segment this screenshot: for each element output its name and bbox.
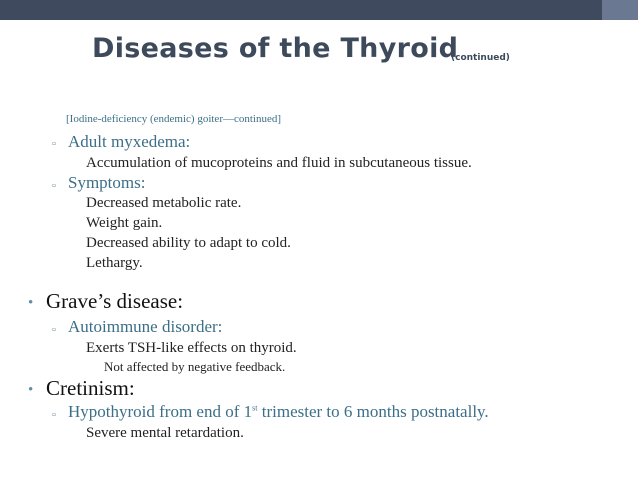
top-bar [0, 0, 638, 20]
adult-myxedema-heading: Adult myxedema: [68, 132, 191, 151]
graves-heading: Grave’s disease: [46, 289, 184, 313]
level2-bullet: ▫ [52, 180, 56, 192]
level2-bullet: ▫ [52, 324, 56, 336]
context-note: [Iodine-deficiency (endemic) goiter—continued] [66, 113, 282, 125]
cretinism-sub-heading-pre: Hypothyroid from end of 1 [68, 402, 253, 421]
graves-sub-heading: Autoimmune disorder: [68, 317, 223, 336]
level2-bullet: ▫ [52, 409, 56, 421]
cretinism-point: Severe mental retardation. [86, 425, 244, 441]
slide-subtitle: (continued) [451, 53, 510, 63]
cretinism-sub-heading [68, 402, 489, 422]
adult-myxedema-point: Accumulation of mucoproteins and fluid in subcutaneous tissue. [86, 155, 472, 171]
cretinism-sub-heading-sup: st [252, 403, 258, 413]
symptoms-heading: Symptoms: [68, 173, 146, 192]
level1-bullet: • [28, 382, 34, 398]
cretinism-sub-heading-post: trimester to 6 months postnatally. [257, 402, 489, 421]
level1-bullet: • [28, 295, 34, 311]
symptom-item: Decreased metabolic rate. [86, 195, 242, 211]
symptom-item: Lethargy. [86, 255, 143, 271]
level2-bullet: ▫ [52, 138, 56, 150]
top-bar-accent [602, 0, 638, 20]
symptom-item: Decreased ability to adapt to cold. [86, 235, 291, 251]
cretinism-heading: Cretinism: [46, 376, 135, 400]
graves-sub-point: Not affected by negative feedback. [104, 359, 286, 374]
slide-title: Diseases of the Thyroid [92, 33, 459, 64]
symptom-item: Weight gain. [86, 215, 163, 231]
graves-point: Exerts TSH-like effects on thyroid. [86, 340, 297, 356]
